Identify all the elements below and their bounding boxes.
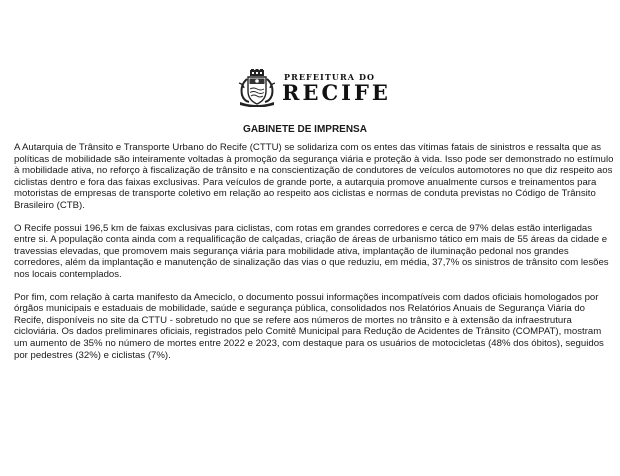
paragraph-2: O Recife possui 196,5 km de faixas exclusivas para ciclistas, com rotas em grandes corredores e cerca de 97% delas estão interligadas entre si. A população conta ainda com a requalificação de calçadas, criação de áreas de urbanismo tático em mais de 55 áreas da cidade e travessias elevadas, que promovem mais segurança viária para mobilidade ativa, implantação de iluminação pedonal nos grandes corredores, além da implantação e manutenção de sinalização das vias o que reduziu, em média, 37,7% os sinistros de trânsito com lesões nos locais contemplados. — [14, 222, 609, 280]
logo-top-text: PREFEITURA DO — [284, 72, 376, 82]
document-body — [14, 142, 614, 372]
recife-coat-of-arms-icon — [236, 69, 278, 107]
logo-main-text: RECIFE — [282, 80, 391, 105]
document-heading: GABINETE DE IMPRENSA — [243, 124, 367, 135]
prefeitura-logo — [236, 68, 391, 108]
paragraph-1: A Autarquia de Trânsito e Transporte Urbano do Recife (CTTU) se solidariza com os entes das vítimas fatais de sinistros e ressalta que as políticas de mobilidade são inteiramente voltadas à promoção da segurança viária e proteção à vida. Isso pode ser demonstrado no estímulo à mobilidade ativa, no reforço à fiscalização de trânsito e na conscientização de condutores de veículos automotores no que diz respeito aos ciclistas dentro e fora das faixas exclusivas. Para veículos de grande porte, a autarquia promove anualmente cursos e treinamentos para motoristas de empresas de transporte coletivo em relação ao respeito aos ciclistas e normas de conduta previstas no Código de Trânsito Brasileiro (CTB). — [14, 142, 614, 211]
paragraph-3: Por fim, com relação à carta manifesto da Ameciclo, o documento possui informações incompatíveis com dados oficiais homologados por órgãos municipais e estaduais de mobilidade, saúde e segurança pública, consolidados nos Relatórios Anuais de Segurança Viária do Recife, disponíveis no site da CTTU - sobretudo no que se refere aos números de mortes no trânsito e à extensão da infraestrutura cicloviária. Os dados preliminares oficiais, registrados pelo Comitê Municipal para Redução de Acidentes de Trânsito (COMPAT), mostram um aumento de 35% no número de mortes entre 2022 e 2023, com destaque para os usuários de motocicletas (48% dos óbitos), seguidos por pedestres (32%) e ciclistas (7%). — [14, 291, 604, 361]
logo-wordmark — [282, 73, 391, 103]
